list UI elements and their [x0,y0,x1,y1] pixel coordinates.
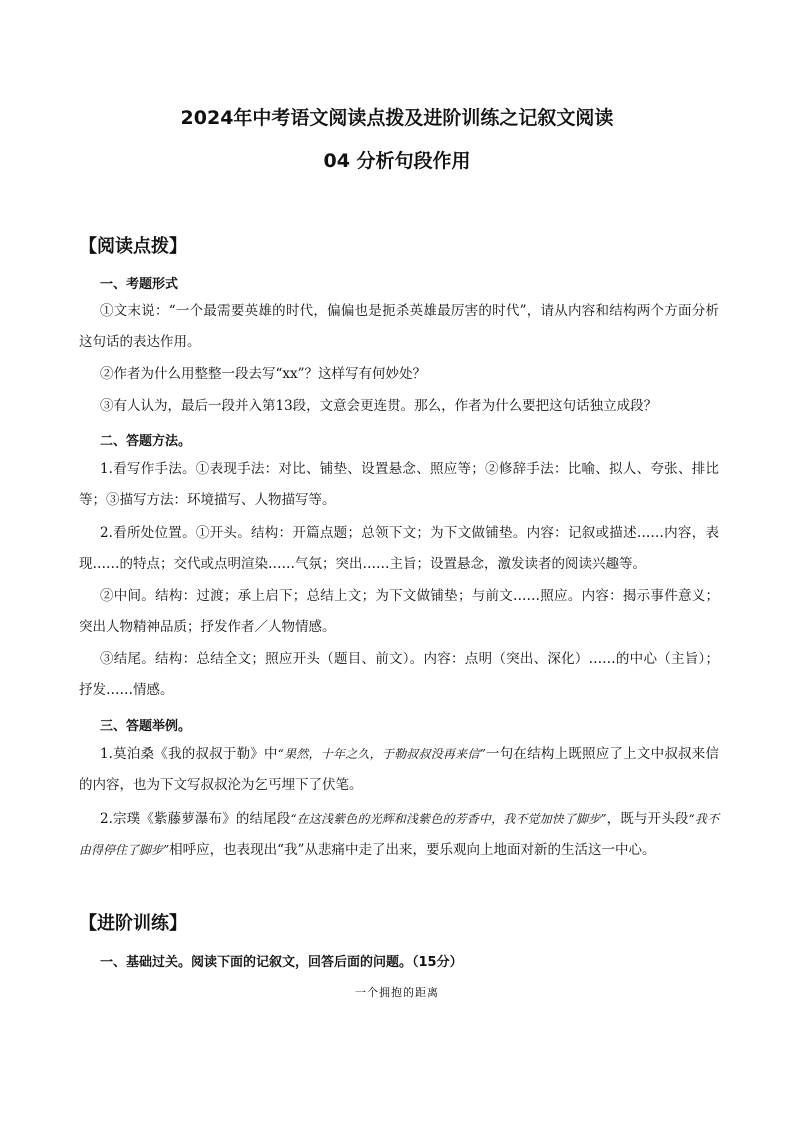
example-2-text-b: ，既与开头段 [606,811,689,827]
answer-example-heading: 三、答题举例。 [100,719,192,734]
answer-method-item-2: 2.看所处位置。①开头。结构：开篇点题；总领下文；为下文做铺垫。内容：记叙或描述……内容，表现……的特点；交代或点明渲染……气氛；突出……主旨；设置悬念，激发读者的阅读兴趣等。 [79,525,719,572]
example-2-text-a: 2.宗璞《紫藤萝瀑布》的结尾段 [100,811,291,827]
example-2-quote-1: “在这浅紫色的光辉和浅紫色的芳香中，我不觉加快了脚步” [290,812,607,826]
answer-example-1 [79,739,719,801]
example-2-quote-2: “我不由得停住了脚步” [79,812,719,857]
example-1-quote: “果然，十年之久，于勒叔叔没再来信” [277,747,486,761]
answer-method-item-4: ③结尾。结构：总结全文；照应开头（题目、前文）。内容：点明（突出、深化）……的中心（主旨）；抒发……情感。 [79,651,719,698]
example-1-text-a: 1.莫泊桑《我的叔叔于勒》中 [100,746,278,762]
answer-example-2 [79,804,719,866]
answer-method-item-1: 1.看写作手法。①表现手法：对比、铺垫、设置悬念、照应等；②修辞手法：比喻、拟人、夸张、排比等；③描写方法：环境描写、人物描写等。 [79,461,719,508]
question-form-item-2: ②作者为什么用整整一段去写“xx”？这样写有何妙处？ [100,366,427,382]
question-form-item-3: ③有人认为，最后一段并入第13段，文意会更连贯。那么，作者为什么要把这句话独立成段？ [100,398,658,414]
answer-method-heading: 二、答题方法。 [100,434,192,449]
answer-method-item-3: ②中间。结构：过渡；承上启下；总结上文；为下文做铺垫；与前文……照应。内容：揭示事件意义；突出人物精神品质；抒发作者／人物情感。 [79,588,719,635]
document-subtitle: 04 分析句段作用 [323,150,471,172]
reading-tips-heading: 【阅读点拨】 [79,236,187,257]
question-form-heading: 一、考题形式 [100,277,179,292]
document-title: 2024年中考语文阅读点拨及进阶训练之记叙文阅读 [180,107,614,129]
basic-practice-heading: 一、基础过关。阅读下面的记叙文，回答后面的问题。（15分） [100,955,463,970]
example-2-text-c: 相呼应，也表现出“我”从悲痛中走了出来，要乐观向上地面对新的生活这一中心。 [169,842,656,858]
example-1-text-b: 一句在结构上既照应了上文中叔叔来信的内容，也为下文写叔叔沦为乞丐埋下了伏笔。 [79,746,720,793]
article-title: 一个拥抱的距离 [355,986,439,999]
advanced-training-heading: 【进阶训练】 [79,913,187,934]
question-form-item-1: ①文末说：“一个最需要英雄的时代，偏偏也是扼杀英雄最厉害的时代”，请从内容和结构两个方面分析这句话的表达作用。 [79,303,719,350]
